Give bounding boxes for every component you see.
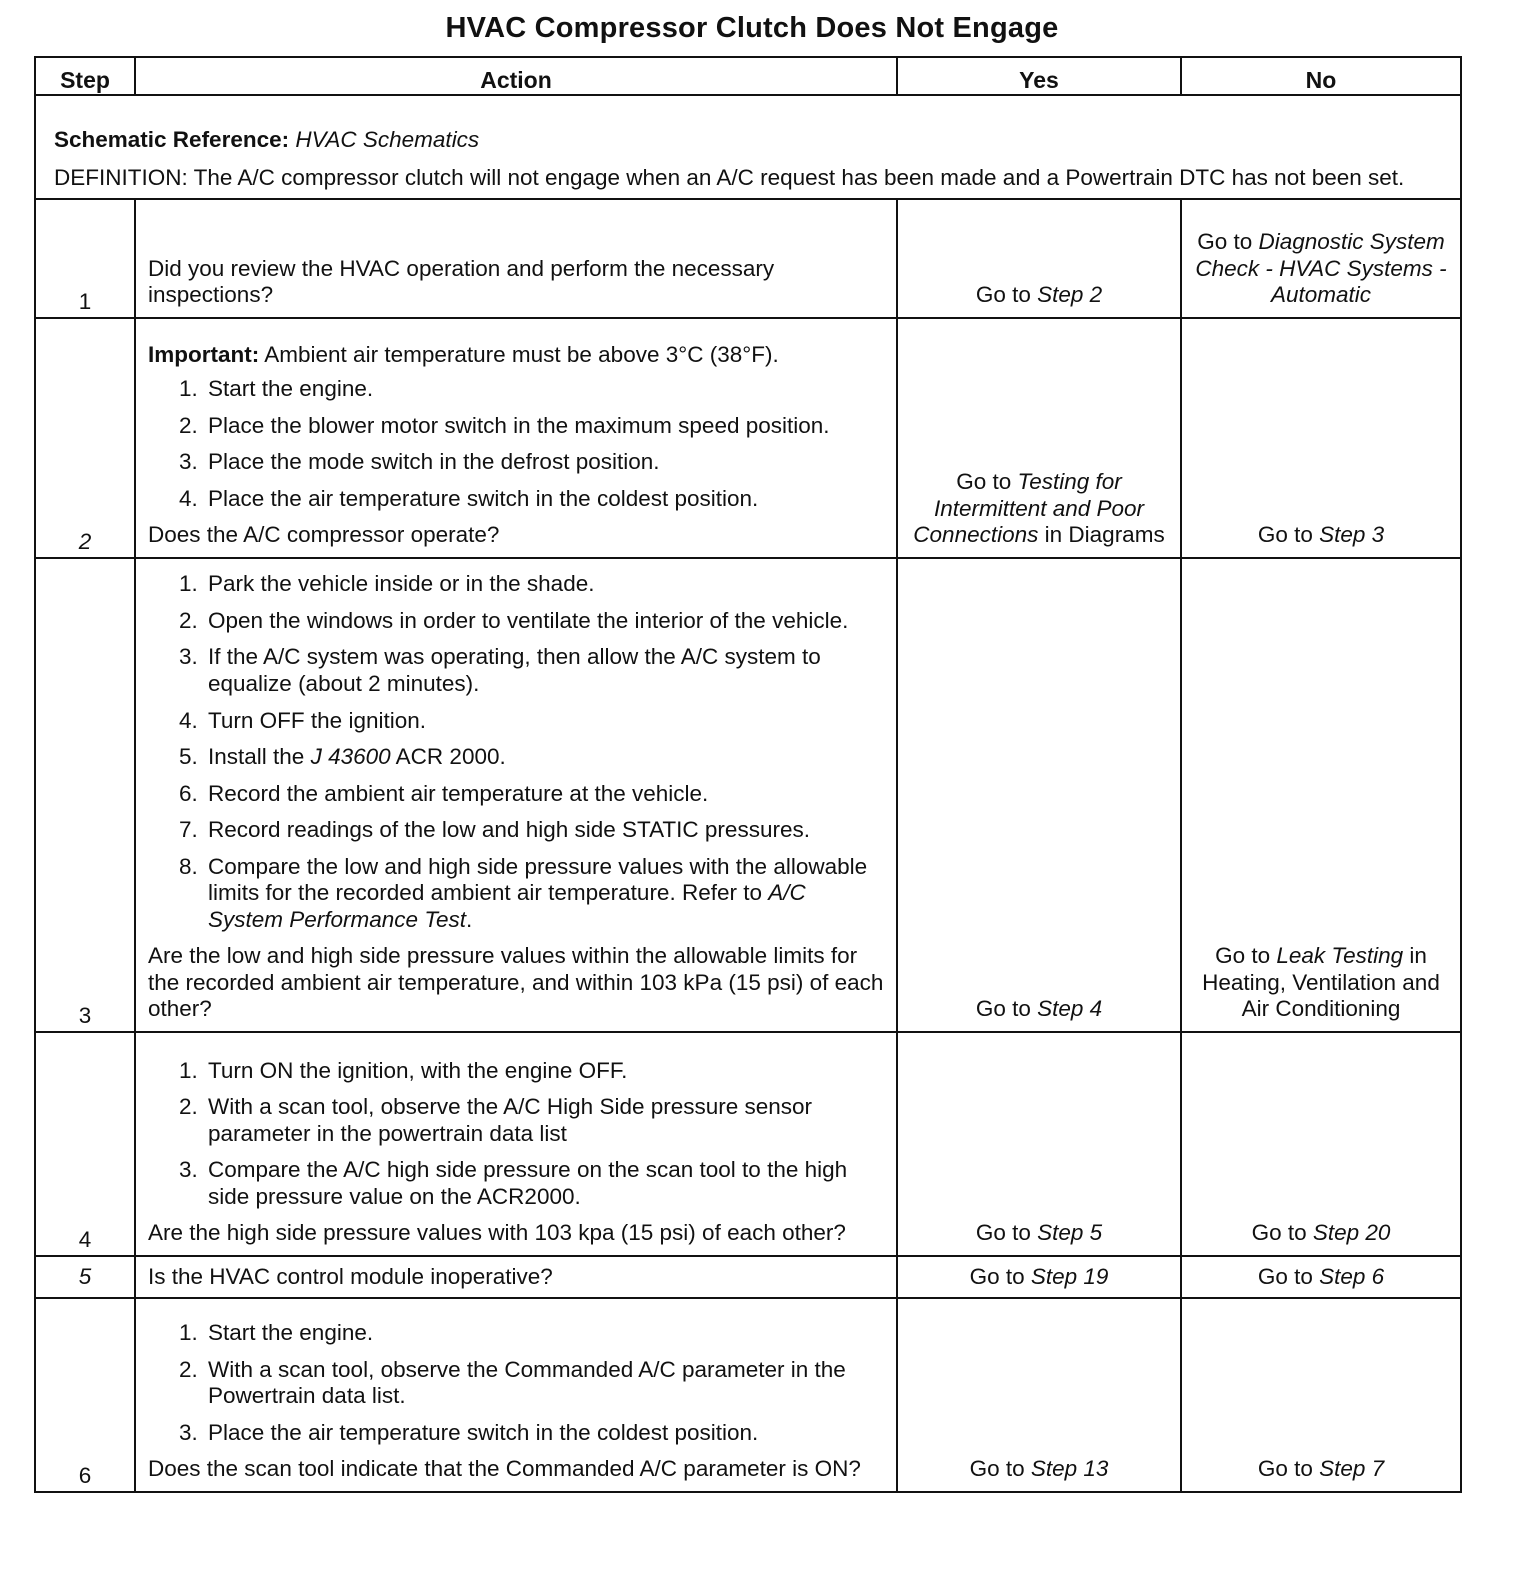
instruction-list [148, 571, 886, 933]
item-text: ACR 2000. [395, 744, 506, 770]
no-link[interactable]: Step 6 [1319, 1263, 1385, 1289]
yes-prefix: Go to [975, 996, 1031, 1022]
yes-suffix: in Diagrams [1044, 522, 1165, 548]
no-cell [1181, 558, 1461, 1032]
action-cell [135, 1256, 897, 1298]
no-prefix: Go to [1257, 1456, 1313, 1482]
no-link[interactable]: Step 20 [1312, 1220, 1391, 1246]
no-link[interactable]: Diagnostic System Check - HVAC Systems - Automatic [1195, 229, 1447, 308]
no-prefix: Go to [1257, 522, 1313, 548]
list-item: 2. With a scan tool, observe the A/C High Side pressure sensor parameter in the powertrain data list [204, 1094, 886, 1147]
yes-prefix: Go to [975, 282, 1031, 308]
list-item: 6. Record the ambient air temperature at the vehicle. [204, 781, 886, 808]
no-cell [1181, 318, 1461, 558]
definition-cell [35, 95, 1461, 199]
list-item: 3. Place the air temperature switch in the coldest position. [204, 1420, 886, 1447]
list-item: 2. Open the windows in order to ventilate the interior of the vehicle. [204, 608, 886, 635]
yes-prefix: Go to [956, 469, 1012, 495]
item-text: Install the [208, 744, 305, 770]
yes-link[interactable]: Step 19 [1030, 1263, 1109, 1289]
table-row [35, 199, 1461, 318]
yes-cell [897, 199, 1181, 318]
list-item: 3. If the A/C system was operating, then allow the A/C system to equalize (about 2 minutes). [204, 644, 886, 697]
action-cell [135, 1032, 897, 1256]
schematic-reference [54, 127, 1442, 154]
yes-link[interactable]: Step 5 [1037, 1220, 1103, 1246]
yes-cell [897, 1298, 1181, 1492]
yes-cell [897, 1032, 1181, 1256]
yes-link[interactable]: Step 4 [1037, 996, 1103, 1022]
no-suffix: in Heating, Ventilation and Air Conditioning [1202, 943, 1440, 1022]
question-text: Are the low and high side pressure values within the allowable limits for the recorded ambient air temperature, and within 103 kPa (15 psi) of each other? [148, 943, 884, 1022]
step-number: 4 [35, 1032, 135, 1256]
definition-text: DEFINITION: The A/C compressor clutch will not engage when an A/C request has been made and a Powertrain DTC has not been set. [54, 165, 1405, 191]
yes-link[interactable]: Step 13 [1030, 1456, 1109, 1482]
question-text: Does the A/C compressor operate? [148, 522, 500, 548]
table-row [35, 1256, 1461, 1298]
step-number: 6 [35, 1298, 135, 1492]
important-text: Ambient air temperature must be above 3°C (38°F). [264, 341, 779, 367]
page-title: HVAC Compressor Clutch Does Not Engage [445, 12, 1059, 44]
list-item: 3. Compare the A/C high side pressure on the scan tool to the high side pressure value on the ACR2000. [204, 1157, 886, 1210]
list-item: 2. With a scan tool, observe the Commanded A/C parameter in the Powertrain data list. [204, 1357, 886, 1410]
list-item: 7. Record readings of the low and high side STATIC pressures. [204, 817, 886, 844]
no-cell [1181, 1256, 1461, 1298]
list-item: 4. Turn OFF the ignition. [204, 708, 886, 735]
no-link[interactable]: Step 7 [1319, 1456, 1385, 1482]
item-text: Compare the low and high side pressure values with the allowable limits for the recorded ambient air temperature. Refer to [208, 853, 868, 906]
schematic-reference-label: Schematic Reference: [54, 126, 290, 152]
question-text: Did you review the HVAC operation and perform the necessary inspections? [148, 255, 775, 308]
list-item: 2. Place the blower motor switch in the maximum speed position. [204, 413, 886, 440]
yes-prefix: Go to [975, 1220, 1031, 1246]
question-text: Does the scan tool indicate that the Commanded A/C parameter is ON? [148, 1456, 861, 1482]
yes-cell [897, 318, 1181, 558]
item-text: . [466, 906, 473, 932]
step-number: 1 [35, 199, 135, 318]
tool-reference: J 43600 [310, 744, 391, 770]
yes-link[interactable]: Testing for Intermittent and Poor Connections [913, 469, 1145, 548]
header-action: Action [135, 57, 897, 95]
list-item: 1. Start the engine. [204, 376, 886, 403]
no-prefix: Go to [1251, 1220, 1307, 1246]
list-item: 4. Place the air temperature switch in the coldest position. [204, 486, 886, 513]
diagnostic-table [34, 56, 1462, 1493]
action-cell [135, 558, 897, 1032]
list-item: 1. Park the vehicle inside or in the shade. [204, 571, 886, 598]
action-cell [135, 318, 897, 558]
header-yes: Yes [897, 57, 1181, 95]
header-row [35, 57, 1461, 95]
no-prefix: Go to [1257, 1263, 1313, 1289]
yes-cell [897, 558, 1181, 1032]
step-number: 3 [35, 558, 135, 1032]
yes-link[interactable]: Step 2 [1037, 282, 1103, 308]
no-prefix: Go to [1197, 229, 1253, 255]
no-cell [1181, 199, 1461, 318]
list-item [204, 854, 886, 934]
important-note [148, 342, 886, 369]
list-item: 1. Start the engine. [204, 1320, 886, 1347]
action-cell [135, 1298, 897, 1492]
header-no: No [1181, 57, 1461, 95]
definition-row [35, 95, 1461, 199]
list-item: 1. Turn ON the ignition, with the engine OFF. [204, 1058, 886, 1085]
no-link[interactable]: Step 3 [1319, 522, 1385, 548]
list-item: 3. Place the mode switch in the defrost position. [204, 449, 886, 476]
yes-cell [897, 1256, 1181, 1298]
action-cell [135, 199, 897, 318]
question-text: Are the high side pressure values with 103 kpa (15 psi) of each other? [148, 1220, 846, 1246]
list-item [204, 744, 886, 771]
instruction-list [148, 376, 886, 512]
no-cell [1181, 1032, 1461, 1256]
no-link[interactable]: Leak Testing [1276, 943, 1404, 969]
instruction-list [148, 1320, 886, 1446]
table-row [35, 318, 1461, 558]
important-label: Important: [148, 341, 260, 367]
question-text: Is the HVAC control module inoperative? [148, 1263, 553, 1289]
table-row [35, 1032, 1461, 1256]
table-row [35, 1298, 1461, 1492]
step-number: 5 [35, 1256, 135, 1298]
instruction-list [148, 1058, 886, 1211]
header-step: Step [35, 57, 135, 95]
no-prefix: Go to [1215, 943, 1271, 969]
yes-prefix: Go to [969, 1263, 1025, 1289]
yes-prefix: Go to [969, 1456, 1025, 1482]
no-cell [1181, 1298, 1461, 1492]
schematic-reference-link[interactable]: HVAC Schematics [295, 126, 480, 152]
procedure-link[interactable]: A/C System Performance Test [208, 880, 806, 932]
table-row [35, 558, 1461, 1032]
step-number: 2 [35, 318, 135, 558]
